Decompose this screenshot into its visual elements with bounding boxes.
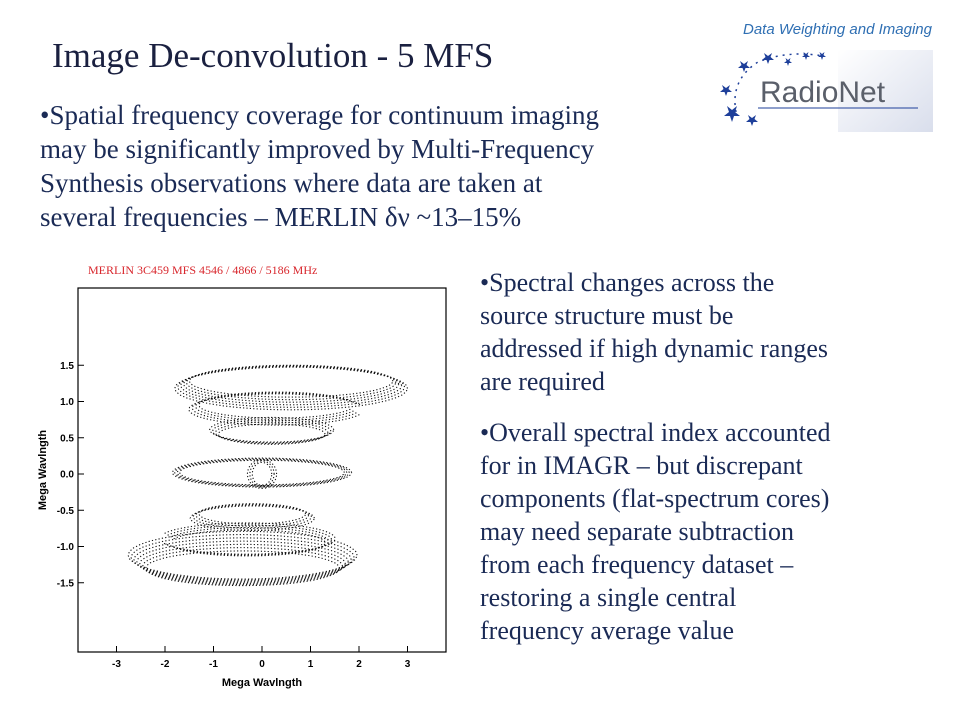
bullet-line: •Spectral changes across the [480, 268, 775, 297]
x-tick-label: -1 [209, 659, 218, 670]
logo-text: RadioNet [760, 76, 886, 109]
y-axis-label: Mega Wavlngth [37, 429, 49, 511]
bullet-line: components (flat-spectrum cores) [480, 484, 830, 513]
x-tick-label: 2 [356, 659, 362, 670]
x-tick-label: 3 [404, 659, 411, 670]
y-tick-label: 1.5 [60, 360, 74, 372]
x-axis-label: Mega Wavlngth [221, 677, 303, 689]
bullet-line: may need separate subtraction [480, 517, 795, 546]
bullet-line: Synthesis observations where data are taken at [40, 168, 543, 198]
bullet-line: •Overall spectral index accounted [480, 418, 831, 447]
y-tick-label: 1.0 [60, 397, 74, 408]
bullet-spectral-index [480, 416, 950, 647]
x-tick-label: 1 [307, 659, 314, 670]
bullet-line: several frequencies – MERLIN δν ~13–15% [40, 202, 522, 232]
bullet-spectral-changes [480, 266, 950, 398]
x-tick-label: 0 [259, 659, 265, 670]
bullet-line: may be significantly improved by Multi-Frequency [40, 134, 595, 164]
right-bullets [480, 266, 950, 665]
bullet-line: addressed if high dynamic ranges [480, 334, 829, 363]
bullet-line: are required [480, 367, 605, 396]
plot-frame [78, 288, 446, 652]
y-tick-label: -1.0 [56, 542, 74, 553]
bullet-line: •Spatial frequency coverage for continuum imaging [40, 100, 600, 130]
x-tick-label: -2 [160, 659, 170, 670]
bullet-line: from each frequency dataset – [480, 550, 794, 579]
x-tick-label: -3 [112, 659, 121, 670]
uv-coverage-plot [32, 282, 450, 692]
bullet-line: frequency average value [480, 616, 735, 645]
plot-caption: MERLIN 3C459 MFS 4546 / 4866 / 5186 MHz [88, 263, 318, 277]
bullet-line: restoring a single central [480, 583, 737, 612]
y-tick-label: 0.0 [60, 469, 74, 481]
bullet-line: source structure must be [480, 301, 734, 330]
section-tag: Data Weighting and Imaging [742, 21, 932, 38]
intro-bullet [40, 98, 700, 234]
bullet-line: for in IMAGR – but discrepant [480, 451, 803, 480]
y-tick-label: -0.5 [56, 505, 74, 517]
y-tick-label: 0.5 [60, 433, 74, 445]
page-title: Image De-convolution - 5 MFS [52, 36, 494, 75]
radionet-logo [718, 50, 933, 132]
y-tick-label: -1.5 [56, 578, 74, 590]
